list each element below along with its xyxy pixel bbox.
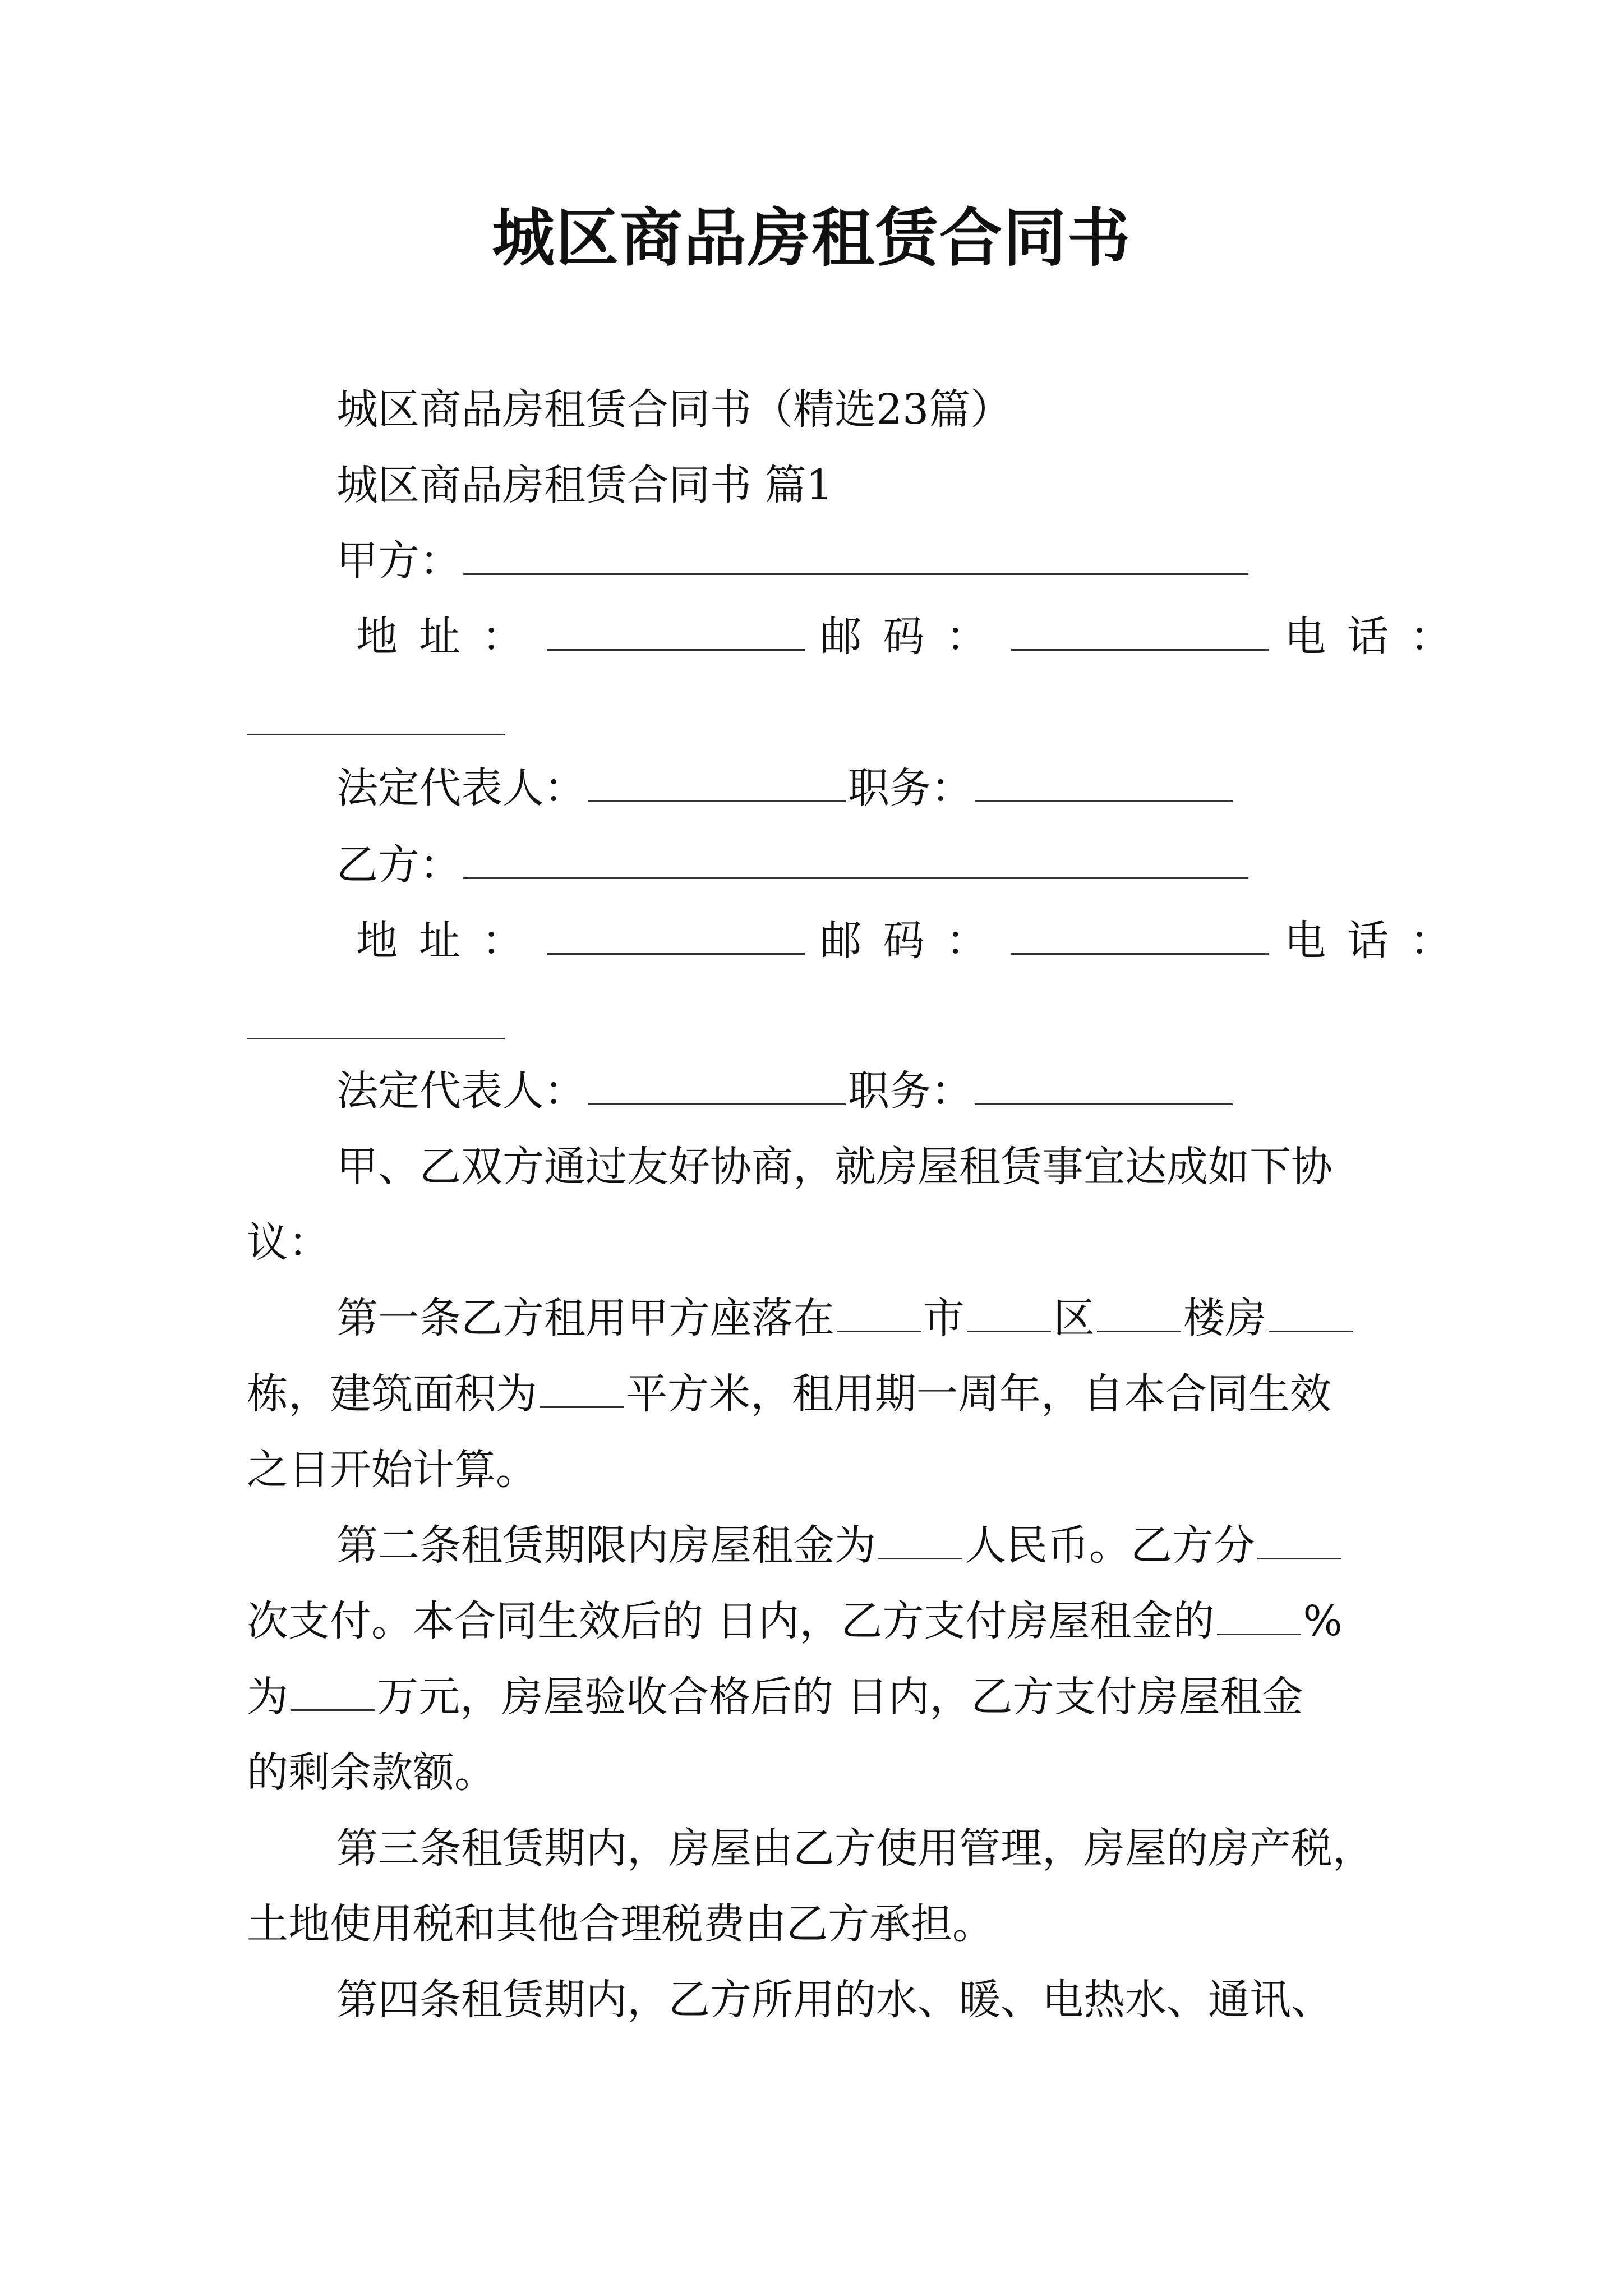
party-a-address-blank [547, 614, 805, 651]
article-1-area-blank [540, 1371, 624, 1408]
party-b-phone-blank [247, 1038, 505, 1039]
article-1-unit-blank [1269, 1295, 1353, 1332]
article-1-text-b: 市 [923, 1294, 965, 1342]
article-2-amount-blank [291, 1674, 375, 1711]
intro-line-2: 议： [247, 1218, 330, 1267]
article-1-text-c: 区 [1053, 1294, 1095, 1342]
party-a-phone-label: 电话： [1284, 613, 1473, 661]
article-2-percent-blank [1217, 1598, 1301, 1635]
party-a-rep-line [336, 760, 1235, 816]
party-b-postcode-label: 邮码： [820, 917, 1009, 965]
article-2-installments-blank [1257, 1522, 1341, 1559]
party-a-rep-label: 法定代表人： [336, 764, 585, 812]
article-2-line-2 [247, 1593, 1343, 1649]
article-1-district-blank [967, 1295, 1051, 1332]
party-a-label: 甲方： [336, 537, 461, 585]
party-a-address-label: 地址： [356, 613, 545, 661]
party-a-rep-blank [588, 765, 846, 802]
party-b-line [336, 837, 1251, 893]
article-2-text-c: 次支付。本合同生效后的 日内，乙方支付房屋租金的 [247, 1597, 1215, 1645]
article-4-line-1: 第四条租赁期内，乙方所用的水、暖、电热水、通讯、 [336, 1976, 1332, 2024]
party-b-address-blank [547, 918, 805, 955]
section-heading: 城区商品房租赁合同书 篇1 [336, 461, 833, 509]
party-b-phone-label: 电话： [1284, 917, 1473, 965]
party-a-blank [463, 538, 1248, 575]
party-a-position-label: 职务： [848, 764, 972, 812]
party-b-position-blank [975, 1068, 1233, 1105]
document-subtitle: 城区商品房租赁合同书（精选23篇） [336, 385, 1012, 434]
article-2-text-e: 为 [247, 1673, 288, 1721]
article-1-text-d: 楼房 [1183, 1294, 1266, 1342]
intro-line-1: 甲、乙双方通过友好协商，就房屋租赁事宜达成如下协 [336, 1143, 1332, 1191]
article-1-city-blank [837, 1295, 921, 1332]
party-b-blank [463, 842, 1248, 879]
article-3-line-1: 第三条租赁期内，房屋由乙方使用管理，房屋的房产税， [336, 1824, 1374, 1872]
party-b-label: 乙方： [336, 841, 461, 889]
article-1-text-f: 平方米，租用期一周年，自本合同生效 [626, 1370, 1331, 1418]
article-2-line-4: 的剩余款额。 [247, 1749, 496, 1797]
article-1-text-a: 第一条乙方租用甲方座落在 [336, 1294, 834, 1342]
party-b-address-label: 地址： [356, 917, 545, 965]
article-1-line-2 [247, 1366, 1331, 1422]
party-a-postcode-label: 邮码： [820, 613, 1009, 661]
article-2-line-3 [247, 1669, 1303, 1725]
party-a-postcode-blank [1011, 614, 1269, 651]
party-b-postcode-blank [1011, 918, 1269, 955]
party-a-position-blank [975, 765, 1233, 802]
article-2-text-f: 万元，房屋验收合格后的 日内，乙方支付房屋租金 [377, 1673, 1303, 1721]
party-a-contact-line [356, 609, 1473, 665]
article-3-line-2: 土地使用税和其他合理税费由乙方承担。 [247, 1900, 994, 1948]
party-b-rep-blank [588, 1068, 846, 1105]
article-1-line-1 [336, 1290, 1355, 1346]
article-1-line-3: 之日开始计算。 [247, 1446, 537, 1494]
party-b-rep-label: 法定代表人： [336, 1067, 585, 1115]
article-2-line-1 [336, 1517, 1344, 1573]
party-b-rep-line [336, 1063, 1235, 1119]
article-1-building-blank [1097, 1295, 1181, 1332]
article-2-text-b: 人民币。乙方分 [965, 1521, 1255, 1570]
document-title: 城区商品房租赁合同书 [492, 201, 1131, 275]
article-2-text-d: % [1303, 1597, 1343, 1645]
article-2-rent-blank [878, 1522, 962, 1559]
article-1-text-e: 栋，建筑面积为 [247, 1370, 537, 1418]
party-a-line [336, 533, 1251, 589]
party-a-phone-blank [247, 734, 505, 735]
article-2-text-a: 第二条租赁期限内房屋租金为 [336, 1521, 876, 1570]
party-b-position-label: 职务： [848, 1067, 972, 1115]
party-b-contact-line [356, 913, 1473, 969]
